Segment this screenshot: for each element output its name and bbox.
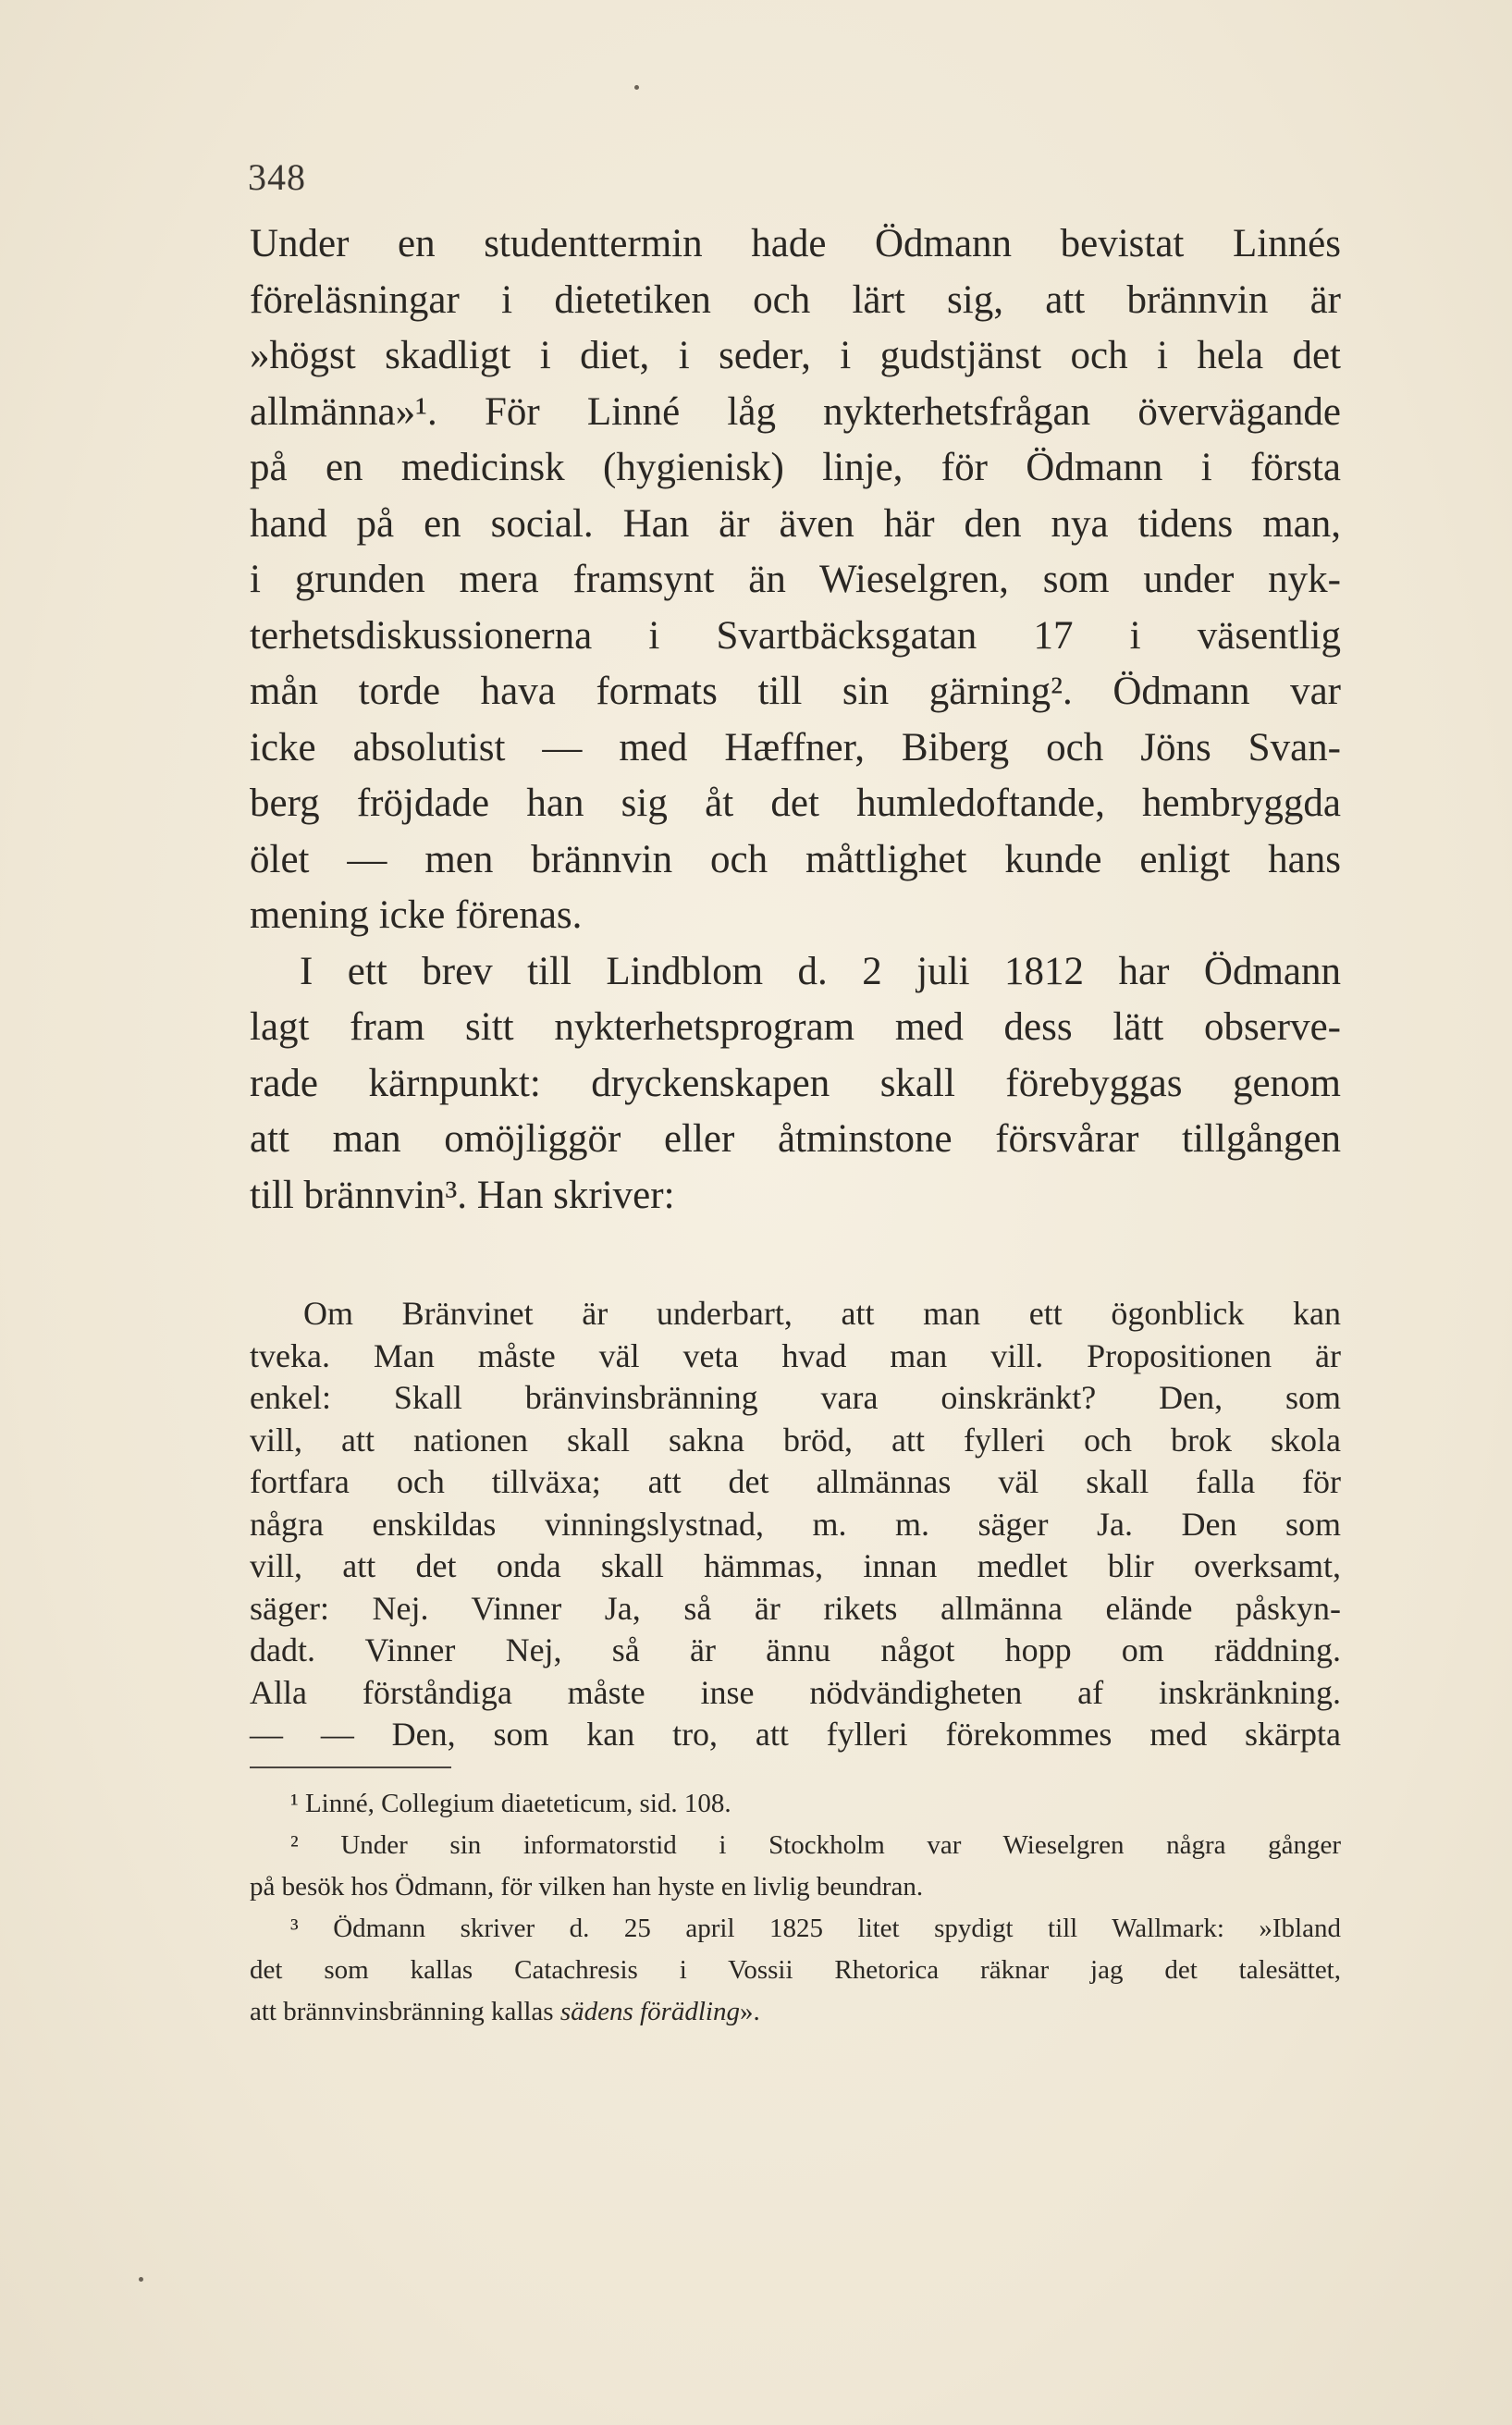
- footnote-2: ² Under sin informatorstid i Stockholm var Wieselgren några gånger: [290, 1830, 1341, 1860]
- paper-speck: [634, 85, 639, 90]
- footnote-3-prefix: att brännvinsbränning kallas: [250, 1997, 560, 2026]
- footnote-2-cont: på besök hos Ödmann, för vilken han hyste en livlig beundran.: [250, 1872, 924, 1902]
- body-line: hand på en social. Han är även här den nya tidens man,: [250, 501, 1341, 546]
- body-line: mening icke förenas.: [250, 893, 583, 937]
- block-quote: [250, 1293, 1341, 1756]
- quote-line: vill, att nationen skall sakna bröd, att fylleri och brok skola: [250, 1421, 1341, 1459]
- quote-line: tveka. Man måste väl veta hvad man vill. Propositionen är: [250, 1336, 1341, 1374]
- body-line: till brännvin³. Han skriver:: [250, 1173, 675, 1217]
- body-line: på en medicinsk (hygienisk) linje, för Ödmann i första: [250, 446, 1341, 489]
- quote-line: säger: Nej. Vinner Ja, så är rikets allmänna elände påskyn-: [250, 1589, 1341, 1627]
- body-line: allmänna»¹. För Linné låg nykterhetsfrågan övervägande: [250, 389, 1341, 434]
- footnote-3: ³ Ödmann skriver d. 25 april 1825 litet spydigt till Wallmark: »Ibland: [290, 1914, 1341, 1943]
- body-line: mån torde hava formats till sin gärning². Ödmann var: [250, 670, 1341, 713]
- footnote-3-italic: sädens förädling: [559, 1997, 740, 2026]
- body-line: I ett brev till Lindblom d. 2 juli 1812 har Ödmann: [300, 949, 1341, 993]
- body-line: rade kärnpunkt: dryckenskapen skall förebyggas genom: [250, 1061, 1341, 1105]
- quote-line: fortfara och tillväxa; att det allmännas väl skall falla för: [250, 1463, 1341, 1500]
- quote-line: några enskildas vinningslystnad, m. m. säger Ja. Den som: [250, 1505, 1341, 1543]
- body-line: i grunden mera framsynt än Wieselgren, som under nyk-: [250, 558, 1341, 601]
- footnotes: [250, 1783, 1341, 2033]
- body-line: »högst skadligt i diet, i seder, i gudstjänst och i hela det: [250, 334, 1341, 377]
- footnote-3-last: [250, 1991, 1341, 2033]
- quote-line: vill, att det onda skall hämmas, innan medlet blir overksamt,: [250, 1547, 1341, 1584]
- quote-line: dadt. Vinner Nej, så är ännu något hopp om räddning.: [250, 1631, 1341, 1668]
- body-line: terhetsdiskussionerna i Svartbäcksgatan 17 i väsentlig: [250, 613, 1341, 658]
- body-line: att man omöjliggör eller åtminstone försvårar tillgången: [250, 1117, 1341, 1161]
- footnote-3-cont: det som kallas Catachresis i Vossii Rhetorica räknar jag det talesättet,: [250, 1955, 1341, 1985]
- body-line: berg fröjdade han sig åt det humledoftande, hembryggda: [250, 782, 1341, 825]
- quote-line: Om Bränvinet är underbart, att man ett ögonblick kan: [303, 1295, 1341, 1332]
- quote-line: Alla förståndiga måste inse nödvändigheten af inskränkning.: [250, 1673, 1341, 1711]
- body-line: Under en studenttermin hade Ödmann bevistat Linnés: [250, 222, 1341, 265]
- body-line: lagt fram sitt nykterhetsprogram med dess lätt observe-: [250, 1005, 1341, 1049]
- quote-line: — — Den, som kan tro, att fylleri förekommes med skärpta: [250, 1716, 1341, 1753]
- body-line: icke absolutist — med Hæffner, Biberg och Jöns Svan-: [250, 725, 1341, 769]
- body-line: föreläsningar i dietetiken och lärt sig, att brännvin är: [250, 277, 1341, 322]
- footnote-divider: [250, 1766, 451, 1768]
- body-line: ölet — men brännvin och måttlighet kunde enligt hans: [250, 837, 1341, 881]
- footnote-1: ¹ Linné, Collegium diaeteticum, sid. 108.: [290, 1789, 731, 1818]
- main-text: [250, 216, 1341, 1224]
- page-number: 348: [248, 156, 306, 198]
- quote-line: enkel: Skall bränvinsbränning vara oinskränkt? Den, som: [250, 1379, 1341, 1416]
- paper-speck: [139, 2277, 143, 2282]
- footnote-3-suffix: ».: [740, 1997, 760, 2026]
